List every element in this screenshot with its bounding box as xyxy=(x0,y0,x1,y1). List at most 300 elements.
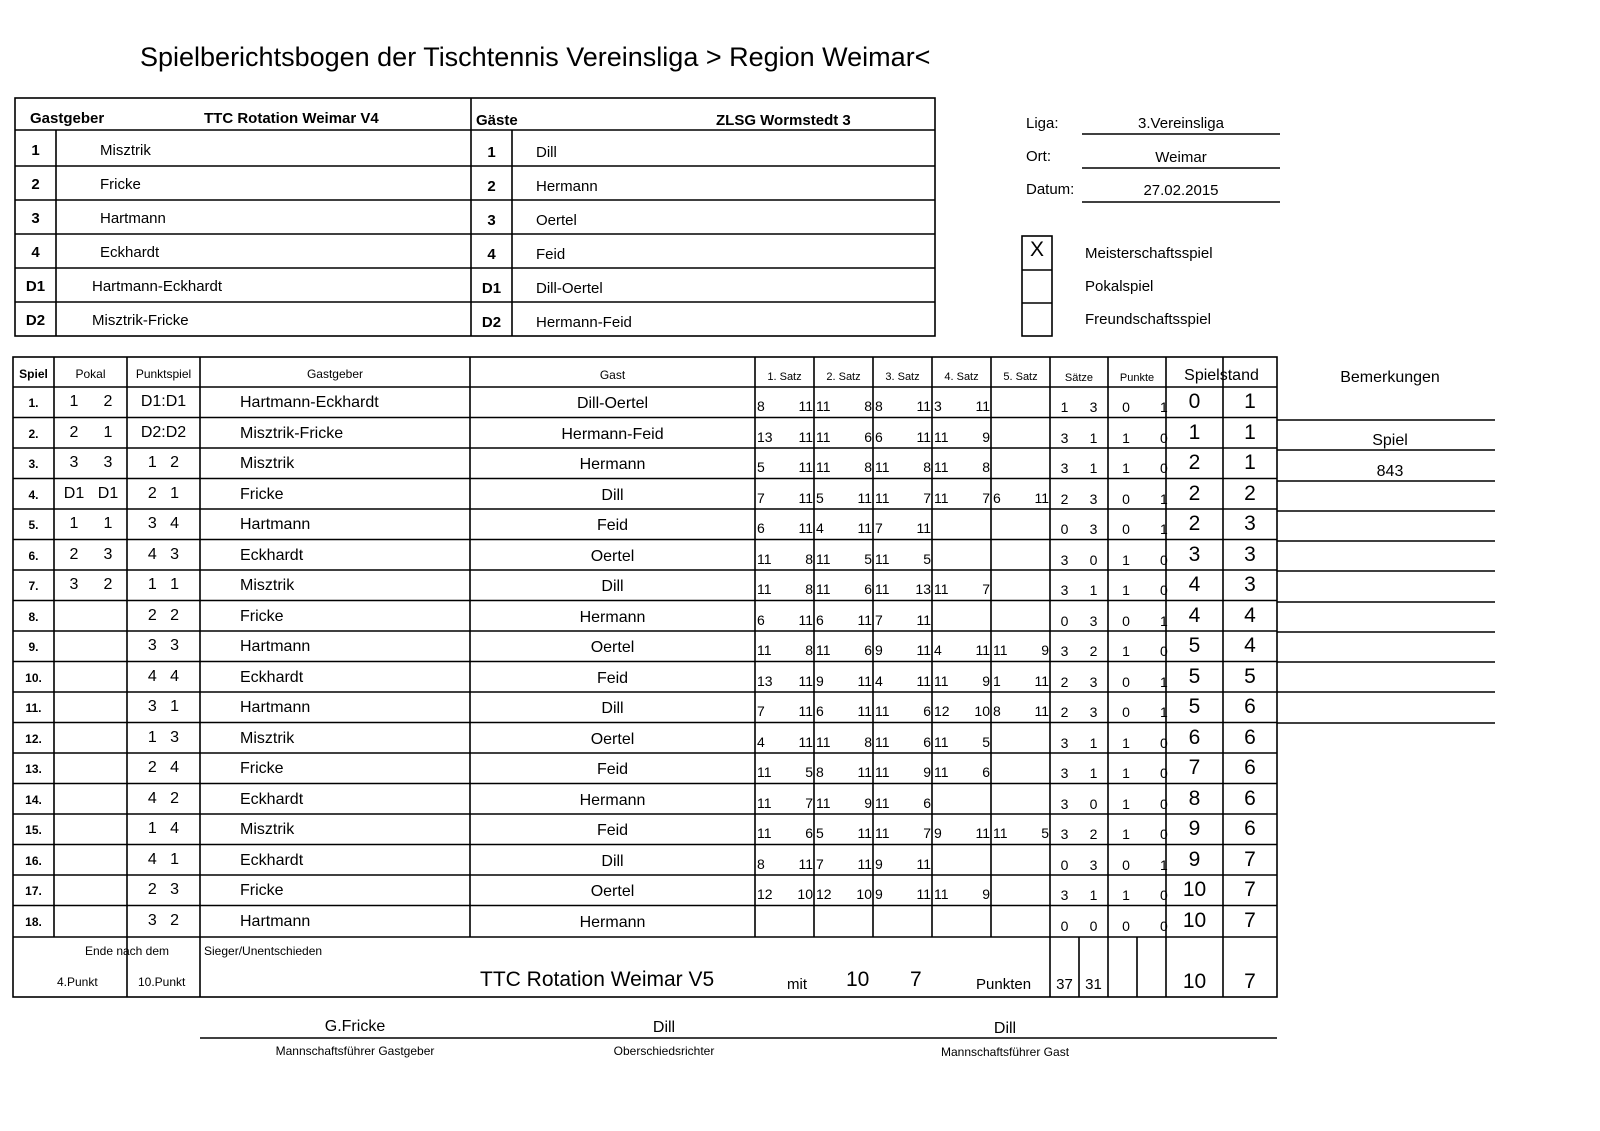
guest-player-name: Dill-Oertel xyxy=(536,280,603,297)
spielstand-guest: 7 xyxy=(1244,908,1256,932)
set-score-host: 11 xyxy=(934,733,949,750)
set-score-host: 5 xyxy=(816,489,824,506)
guest-player: Oertel xyxy=(590,730,635,748)
punkte-host: 1 xyxy=(1122,765,1130,781)
saetze-guest: 0 xyxy=(1089,917,1098,934)
guest-player: Oertel xyxy=(590,547,635,565)
set-score-guest: 5 xyxy=(1041,825,1049,841)
set-score-guest: 8 xyxy=(982,459,990,475)
punkte-host: 0 xyxy=(1122,704,1130,720)
punkte-host: 1 xyxy=(1122,734,1130,751)
set-score-guest: 9 xyxy=(982,428,990,445)
host-player: Fricke xyxy=(240,607,284,625)
spielstand-host: 6 xyxy=(1188,725,1201,749)
pokal-b: 2 xyxy=(103,576,113,593)
set-score-host: 11 xyxy=(875,459,890,475)
signature-referee-role: Oberschiedsrichter xyxy=(613,1044,715,1058)
punktspiel-pairing: 2 1 xyxy=(147,484,180,502)
saetze-host: 1 xyxy=(1060,399,1069,415)
spielstand-guest: 1 xyxy=(1244,390,1256,413)
ort-label: Ort: xyxy=(1026,148,1051,165)
punkte-guest: 1 xyxy=(1160,521,1168,537)
set-score-host: 11 xyxy=(816,733,831,750)
game-number: 11. xyxy=(25,701,42,715)
host-player: Misztrik xyxy=(240,577,295,594)
saetze-guest: 2 xyxy=(1089,643,1098,659)
saetze-host: 0 xyxy=(1060,612,1069,629)
set-score-guest: 5 xyxy=(864,550,872,567)
guest-player: Hermann-Feid xyxy=(561,425,664,443)
saetze-guest: 1 xyxy=(1089,429,1098,446)
host-player: Misztrik-Fricke xyxy=(240,424,344,442)
set-score-guest: 6 xyxy=(923,794,931,811)
set-score-host: 7 xyxy=(757,703,765,719)
header-satz5: 5. Satz xyxy=(1003,371,1038,383)
set-score-host: 8 xyxy=(816,764,824,780)
set-score-guest: 11 xyxy=(857,611,872,628)
set-score-guest: 11 xyxy=(975,825,990,841)
set-score-guest: 11 xyxy=(798,489,813,506)
pokal-a: 1 xyxy=(69,393,79,410)
pokal-label: Pokalspiel xyxy=(1085,278,1154,295)
set-score-guest: 5 xyxy=(982,733,990,750)
punktspiel-pairing: 4 2 xyxy=(147,789,180,807)
saetze-guest: 1 xyxy=(1089,887,1098,903)
host-player-name: Misztrik xyxy=(100,142,151,159)
set-score-host: 8 xyxy=(757,855,765,872)
set-score-host: 11 xyxy=(875,733,890,750)
saetze-host: 3 xyxy=(1060,765,1069,781)
set-score-guest: 10 xyxy=(856,886,872,902)
set-score-guest: 11 xyxy=(798,459,813,475)
spielstand-guest: 6 xyxy=(1244,817,1256,840)
set-score-guest: 11 xyxy=(798,520,813,536)
punkte-host: 0 xyxy=(1122,917,1130,934)
saetze-guest: 1 xyxy=(1089,734,1098,751)
set-score-host: 11 xyxy=(875,581,890,597)
signature-guest-captain: Dill xyxy=(993,1020,1017,1037)
host-team-name: TTC Rotation Weimar V4 xyxy=(204,110,379,127)
set-score-host: 11 xyxy=(934,672,949,689)
punkten-label: Punkten xyxy=(976,976,1032,993)
header-satz4: 4. Satz xyxy=(944,371,979,383)
punkte-guest: 1 xyxy=(1160,399,1168,415)
set-score-guest: 11 xyxy=(916,886,931,902)
host-player: Hartmann xyxy=(240,912,311,930)
spielstand-host: 7 xyxy=(1188,756,1201,779)
guest-player: Dill xyxy=(601,486,624,504)
punktspiel-pairing: 4 4 xyxy=(147,667,180,685)
punkte-host: 1 xyxy=(1122,643,1130,659)
signature-host-captain: G.Fricke xyxy=(324,1018,386,1035)
punkte-guest: 0 xyxy=(1160,795,1168,812)
guest-player: Hermann xyxy=(579,791,646,809)
punkte-host: 1 xyxy=(1122,887,1130,903)
game-number: 3. xyxy=(28,457,39,471)
pokal-a: 2 xyxy=(69,545,79,563)
host-player-pos: D1 xyxy=(25,278,46,295)
punkte-guest: 0 xyxy=(1160,582,1168,598)
saetze-host: 0 xyxy=(1060,917,1069,934)
saetze-guest: 3 xyxy=(1089,521,1098,537)
punktspiel-pairing: 2 3 xyxy=(147,881,180,898)
ende-label: Ende nach dem xyxy=(84,944,170,958)
host-player-pos: 3 xyxy=(31,210,40,227)
header-pokal: Pokal xyxy=(75,367,106,381)
guest-player: Dill xyxy=(601,700,624,717)
spielstand-host: 8 xyxy=(1188,786,1201,810)
punktspiel-pairing: 3 2 xyxy=(147,911,180,929)
spielstand-host: 4 xyxy=(1188,573,1201,596)
set-score-host: 11 xyxy=(934,764,949,780)
set-score-host: 8 xyxy=(757,398,765,414)
signature-guest-captain-role: Mannschaftsführer Gast xyxy=(940,1045,1070,1059)
spielstand-host: 3 xyxy=(1188,542,1201,566)
guest-player: Feid xyxy=(596,822,629,839)
guest-player: Hermann xyxy=(579,456,646,473)
saetze-host: 3 xyxy=(1060,551,1069,568)
spielstand-host: 4 xyxy=(1188,603,1201,627)
host-player: Hartmann-Eckhardt xyxy=(240,394,379,411)
saetze-host: 3 xyxy=(1060,795,1069,812)
guest-player: Dill-Oertel xyxy=(576,395,649,412)
set-score-guest: 11 xyxy=(857,520,872,536)
host-player: Misztrik xyxy=(240,821,295,838)
signature-referee: Dill xyxy=(652,1019,676,1036)
set-score-host: 11 xyxy=(816,550,831,567)
set-score-host: 4 xyxy=(875,672,883,689)
punktspiel-pairing: 1 4 xyxy=(147,820,180,837)
header-bemerkungen: Bemerkungen xyxy=(1340,369,1440,386)
set-score-host: 13 xyxy=(757,428,773,445)
saetze-host: 0 xyxy=(1060,521,1069,537)
set-score-host: 11 xyxy=(757,642,772,658)
punkte-guest: 0 xyxy=(1160,643,1168,659)
spielstand-host: 2 xyxy=(1188,481,1201,505)
set-score-host: 9 xyxy=(816,672,824,689)
set-score-guest: 11 xyxy=(857,764,872,780)
host-player-name: Eckhardt xyxy=(100,244,160,261)
guest-player-pos: 1 xyxy=(487,144,496,161)
punkte-guest: 1 xyxy=(1160,856,1168,873)
host-player-pos: 1 xyxy=(31,142,40,159)
punkte-guest: 0 xyxy=(1160,460,1168,476)
set-score-guest: 5 xyxy=(805,764,813,780)
guest-player-pos: 3 xyxy=(487,212,496,229)
set-score-guest: 11 xyxy=(975,642,990,658)
set-score-guest: 8 xyxy=(805,550,813,567)
set-score-guest: 11 xyxy=(798,611,813,628)
header-punkte: Punkte xyxy=(1119,372,1155,384)
set-score-host: 8 xyxy=(993,703,1001,719)
saetze-host: 3 xyxy=(1060,826,1069,842)
punktspiel-pairing: 3 1 xyxy=(147,698,180,715)
punkte-guest: 0 xyxy=(1160,765,1168,781)
saetze-host: 2 xyxy=(1060,704,1069,720)
set-score-guest: 6 xyxy=(923,703,931,719)
header-spielstand: Spielstand xyxy=(1184,367,1259,384)
set-score-host: 6 xyxy=(816,703,824,719)
liga-label: Liga: xyxy=(1026,115,1059,132)
set-score-guest: 11 xyxy=(798,428,813,445)
set-score-guest: 8 xyxy=(864,398,872,414)
game-number: 10. xyxy=(25,670,42,685)
set-score-host: 11 xyxy=(934,489,949,506)
spielstand-guest: 7 xyxy=(1244,847,1256,871)
set-score-guest: 11 xyxy=(798,703,813,719)
guest-player: Oertel xyxy=(590,883,635,900)
set-score-host: 5 xyxy=(816,825,824,841)
punkte-host: 1 xyxy=(1122,795,1130,812)
mit-label: mit xyxy=(787,976,807,993)
punktspiel-pairing: 3 3 xyxy=(147,637,180,654)
set-score-guest: 8 xyxy=(805,642,813,658)
saetze-guest: 0 xyxy=(1089,551,1098,568)
set-score-host: 11 xyxy=(816,581,831,597)
set-score-guest: 11 xyxy=(798,733,813,750)
host-player: Eckhardt xyxy=(240,851,304,869)
signature-host-captain-role: Mannschaftsführer Gastgeber xyxy=(275,1044,435,1058)
spielstand-host: 5 xyxy=(1188,664,1201,688)
total-stand-guest: 7 xyxy=(1244,970,1256,993)
set-score-guest: 11 xyxy=(857,825,872,841)
guest-player-name: Dill xyxy=(536,144,557,161)
guest-player-name: Hermann-Feid xyxy=(536,314,632,331)
meisterschaft-checkbox[interactable]: X xyxy=(1029,238,1044,261)
saetze-guest: 2 xyxy=(1089,826,1098,842)
host-player: Misztrik xyxy=(240,729,295,747)
host-header-label: Gastgeber xyxy=(30,110,105,127)
spielstand-host: 10 xyxy=(1182,878,1207,901)
saetze-guest: 3 xyxy=(1089,704,1098,720)
guest-player-pos: 2 xyxy=(487,178,496,195)
game-number: 16. xyxy=(25,853,42,868)
spielstand-guest: 3 xyxy=(1244,512,1256,535)
game-number: 5. xyxy=(28,518,39,532)
punkte-guest: 0 xyxy=(1160,734,1168,751)
header-spiel: Spiel xyxy=(19,367,48,381)
game-number: 18. xyxy=(25,914,42,929)
guest-player: Hermann xyxy=(579,913,646,931)
game-number: 8. xyxy=(28,609,39,624)
spielstand-host: 9 xyxy=(1188,847,1201,871)
datum-value: 27.02.2015 xyxy=(1143,182,1219,199)
punktspiel-pairing: 1 1 xyxy=(147,576,180,593)
spielstand-guest: 7 xyxy=(1244,878,1256,901)
spielstand-guest: 4 xyxy=(1244,603,1256,627)
punkte-host: 1 xyxy=(1122,582,1130,598)
set-score-guest: 6 xyxy=(805,825,813,841)
set-score-host: 11 xyxy=(934,459,949,475)
punkte-host: 0 xyxy=(1122,399,1130,415)
pokal-a: 1 xyxy=(69,515,79,532)
set-score-host: 6 xyxy=(757,611,765,628)
set-score-host: 12 xyxy=(816,886,832,902)
ende-option-a: 4.Punkt xyxy=(57,975,98,989)
set-score-host: 11 xyxy=(816,794,831,811)
set-score-guest: 11 xyxy=(916,428,931,445)
set-score-host: 8 xyxy=(875,398,883,414)
host-player-name: Hartmann-Eckhardt xyxy=(92,278,223,295)
saetze-host: 3 xyxy=(1060,643,1069,659)
punkte-host: 0 xyxy=(1122,521,1130,537)
game-number: 2. xyxy=(28,426,39,441)
set-score-guest: 11 xyxy=(798,855,813,872)
set-score-host: 13 xyxy=(757,672,773,689)
set-score-host: 6 xyxy=(875,428,883,445)
set-score-guest: 11 xyxy=(1034,489,1049,506)
saetze-host: 3 xyxy=(1060,460,1069,476)
saetze-guest: 1 xyxy=(1089,582,1098,598)
set-score-host: 7 xyxy=(875,520,883,536)
set-score-host: 4 xyxy=(934,642,942,658)
pokal-b: 2 xyxy=(103,393,113,410)
total-stand-host: 10 xyxy=(1182,970,1207,993)
set-score-host: 11 xyxy=(875,489,890,506)
host-player: Misztrik xyxy=(240,455,295,472)
set-score-host: 11 xyxy=(757,825,772,841)
set-score-guest: 13 xyxy=(915,581,931,597)
host-player-pos: D2 xyxy=(25,312,46,329)
set-score-guest: 11 xyxy=(916,398,931,414)
set-score-guest: 6 xyxy=(923,733,931,750)
guest-player-name: Hermann xyxy=(536,178,598,195)
set-score-guest: 7 xyxy=(923,489,931,506)
set-score-host: 11 xyxy=(757,794,772,811)
guest-player: Dill xyxy=(601,578,624,595)
set-score-guest: 11 xyxy=(798,398,813,414)
saetze-guest: 3 xyxy=(1089,612,1098,629)
set-score-host: 11 xyxy=(934,886,949,902)
game-number: 12. xyxy=(25,731,42,746)
host-player: Hartmann xyxy=(240,638,311,655)
final-score-host: 10 xyxy=(846,968,870,991)
set-score-guest: 7 xyxy=(805,794,813,811)
ort-value: Weimar xyxy=(1155,149,1207,166)
punktspiel-pairing: 3 4 xyxy=(147,515,180,532)
set-score-host: 11 xyxy=(875,764,890,780)
set-score-guest: 8 xyxy=(864,459,872,475)
remark-text: Spiel xyxy=(1372,432,1408,449)
datum-label: Datum: xyxy=(1026,181,1075,198)
punkte-host: 0 xyxy=(1122,612,1130,629)
host-player-pos: 2 xyxy=(31,176,40,193)
punkte-host: 0 xyxy=(1122,490,1130,507)
punktspiel-pairing: 2 2 xyxy=(147,606,180,624)
punkte-guest: 1 xyxy=(1160,673,1168,690)
set-score-guest: 11 xyxy=(916,672,931,689)
punktspiel-pairing: 4 3 xyxy=(147,545,180,563)
pokal-a: 3 xyxy=(69,576,79,593)
set-score-host: 4 xyxy=(757,733,765,750)
guest-team-name: ZLSG Wormstedt 3 xyxy=(716,112,851,129)
spielstand-host: 9 xyxy=(1188,817,1201,840)
set-score-guest: 11 xyxy=(1034,703,1049,719)
guest-player: Feid xyxy=(596,761,629,778)
pokal-a: 3 xyxy=(69,454,79,471)
set-score-guest: 10 xyxy=(797,886,813,902)
punkte-host: 1 xyxy=(1122,429,1130,446)
page-title: Spielberichtsbogen der Tischtennis Vereinsliga > Region Weimar< xyxy=(140,42,931,72)
set-score-host: 11 xyxy=(934,428,949,445)
spielstand-host: 2 xyxy=(1188,512,1201,535)
saetze-host: 3 xyxy=(1060,429,1069,446)
host-player: Hartmann xyxy=(240,699,311,716)
set-score-guest: 11 xyxy=(857,703,872,719)
punktspiel-pairing: 1 3 xyxy=(147,728,180,746)
set-score-guest: 11 xyxy=(857,672,872,689)
saetze-guest: 1 xyxy=(1089,460,1098,476)
guest-player: Feid xyxy=(596,669,629,687)
header-satz3: 3. Satz xyxy=(885,371,920,383)
saetze-host: 3 xyxy=(1060,582,1069,598)
set-score-host: 3 xyxy=(934,398,942,414)
set-score-host: 11 xyxy=(934,581,949,597)
set-score-host: 7 xyxy=(875,611,883,628)
punkte-guest: 0 xyxy=(1160,429,1168,446)
set-score-host: 11 xyxy=(875,703,890,719)
spielstand-guest: 3 xyxy=(1244,573,1256,596)
pokal-a: D1 xyxy=(63,484,85,502)
spielstand-guest: 1 xyxy=(1244,451,1256,474)
spielstand-guest: 4 xyxy=(1244,634,1256,657)
set-score-guest: 9 xyxy=(864,794,872,811)
set-score-guest: 11 xyxy=(857,489,872,506)
guest-player-name: Oertel xyxy=(536,212,577,229)
set-score-host: 12 xyxy=(934,703,950,719)
winner-team: TTC Rotation Weimar V5 xyxy=(480,968,715,991)
guest-player: Oertel xyxy=(590,639,635,656)
set-score-host: 12 xyxy=(757,886,773,902)
set-score-guest: 11 xyxy=(916,611,931,628)
pokal-b: D1 xyxy=(97,484,119,502)
punkte-guest: 1 xyxy=(1160,490,1168,507)
host-player-name: Misztrik-Fricke xyxy=(92,312,189,329)
freundschaft-label: Freundschaftsspiel xyxy=(1085,311,1211,328)
punktspiel-pairing: 2 4 xyxy=(147,759,180,776)
game-number: 6. xyxy=(28,548,39,563)
punkte-host: 1 xyxy=(1122,551,1130,568)
saetze-guest: 3 xyxy=(1089,490,1098,507)
set-score-host: 9 xyxy=(875,855,883,872)
game-number: 15. xyxy=(25,823,42,837)
saetze-guest: 3 xyxy=(1089,399,1098,415)
set-score-guest: 9 xyxy=(982,672,990,689)
saetze-guest: 0 xyxy=(1089,795,1098,812)
punktspiel-pairing: 1 2 xyxy=(147,454,180,471)
header-satz1: 1. Satz xyxy=(767,371,802,383)
set-score-guest: 9 xyxy=(1041,642,1049,658)
set-score-host: 6 xyxy=(757,520,765,536)
header-satz2: 2. Satz xyxy=(826,371,861,383)
punktspiel-pairing: 4 1 xyxy=(147,850,180,868)
spielstand-guest: 3 xyxy=(1244,542,1256,566)
pokal-b: 1 xyxy=(103,515,113,532)
ende-option-b: 10.Punkt xyxy=(138,975,186,989)
header-gastgeber: Gastgeber xyxy=(306,367,364,381)
spielstand-host: 5 xyxy=(1188,695,1201,718)
liga-value: 3.Vereinsliga xyxy=(1138,115,1224,132)
set-score-guest: 8 xyxy=(923,459,931,475)
set-score-guest: 11 xyxy=(1034,672,1049,689)
guest-player-name: Feid xyxy=(536,246,566,263)
game-number: 14. xyxy=(25,792,42,807)
set-score-host: 11 xyxy=(816,428,831,445)
pokal-a: 2 xyxy=(69,423,79,441)
set-score-guest: 7 xyxy=(982,489,990,506)
set-score-host: 4 xyxy=(816,520,824,536)
game-number: 1. xyxy=(28,396,39,410)
